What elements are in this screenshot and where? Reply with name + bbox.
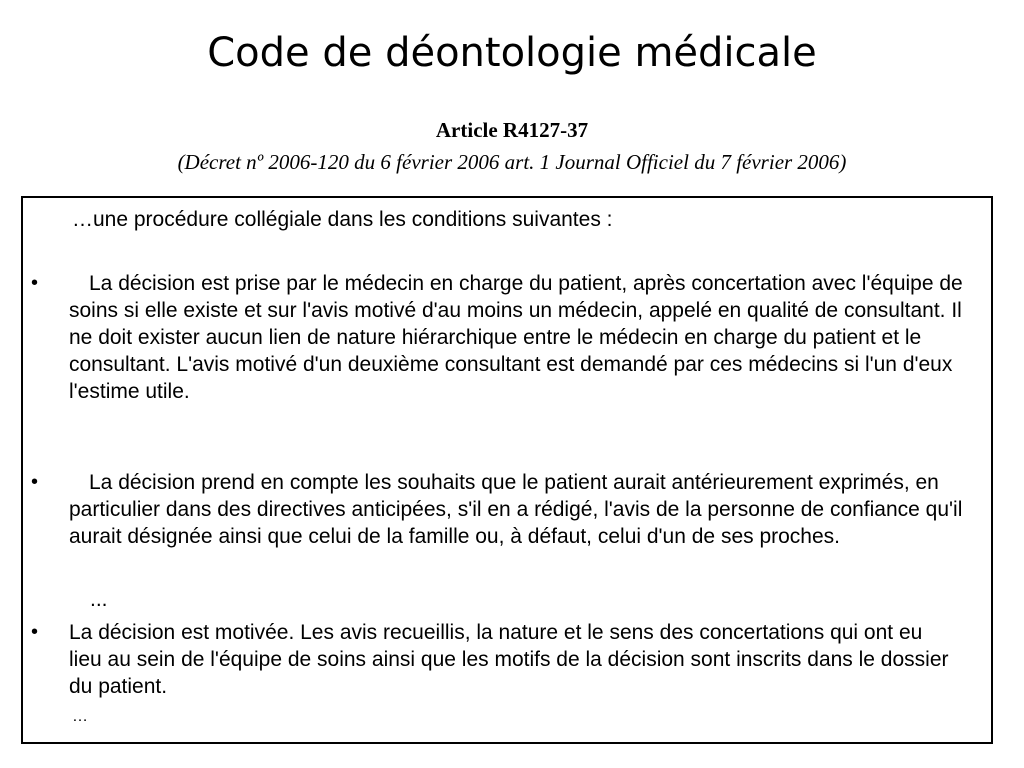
list-item: La décision est prise par le médecin en charge du patient, après concertation avec l'équipe de soins si elle existe et sur l'avis motivé d'au moins un médecin, appelé en qualité de consultant. Il ne doit exister aucun lien de nature hiérarchique entre le médecin en charge du patient et le consultant. L'avis motivé d'un deuxième consultant est demandé par ces médecins si l'un d'eux l'estime utile. — [69, 272, 963, 403]
ellipsis: ... — [90, 588, 108, 611]
decree-reference: (Décret nº 2006-120 du 6 février 2006 art. 1 Journal Officiel du 7 février 2006) — [177, 150, 847, 174]
page-title: Code de déontologie médicale — [207, 30, 817, 76]
bullet-marker: • — [31, 272, 39, 294]
bullet-marker: • — [31, 471, 39, 493]
list-item: La décision prend en compte les souhaits que le patient aurait antérieurement exprimés, en particulier dans des directives anticipées, s'il en a rédigé, l'avis de la personne de confiance qu'il aurait désignée ainsi que celui de la famille ou, à défaut, celui d'un de ses proches. — [69, 471, 963, 548]
list-item: La décision est motivée. Les avis recueillis, la nature et le sens des concertations qui ont eu lieu au sein de l'équipe de soins ainsi que les motifs de la décision sont inscrits dans le dossier du patient. — [69, 621, 949, 698]
ellipsis: … — [72, 708, 88, 725]
article-reference: Article R4127-37 — [435, 118, 589, 142]
bullet-marker: • — [31, 621, 39, 643]
intro-text: …une procédure collégiale dans les conditions suivantes : — [72, 208, 613, 231]
